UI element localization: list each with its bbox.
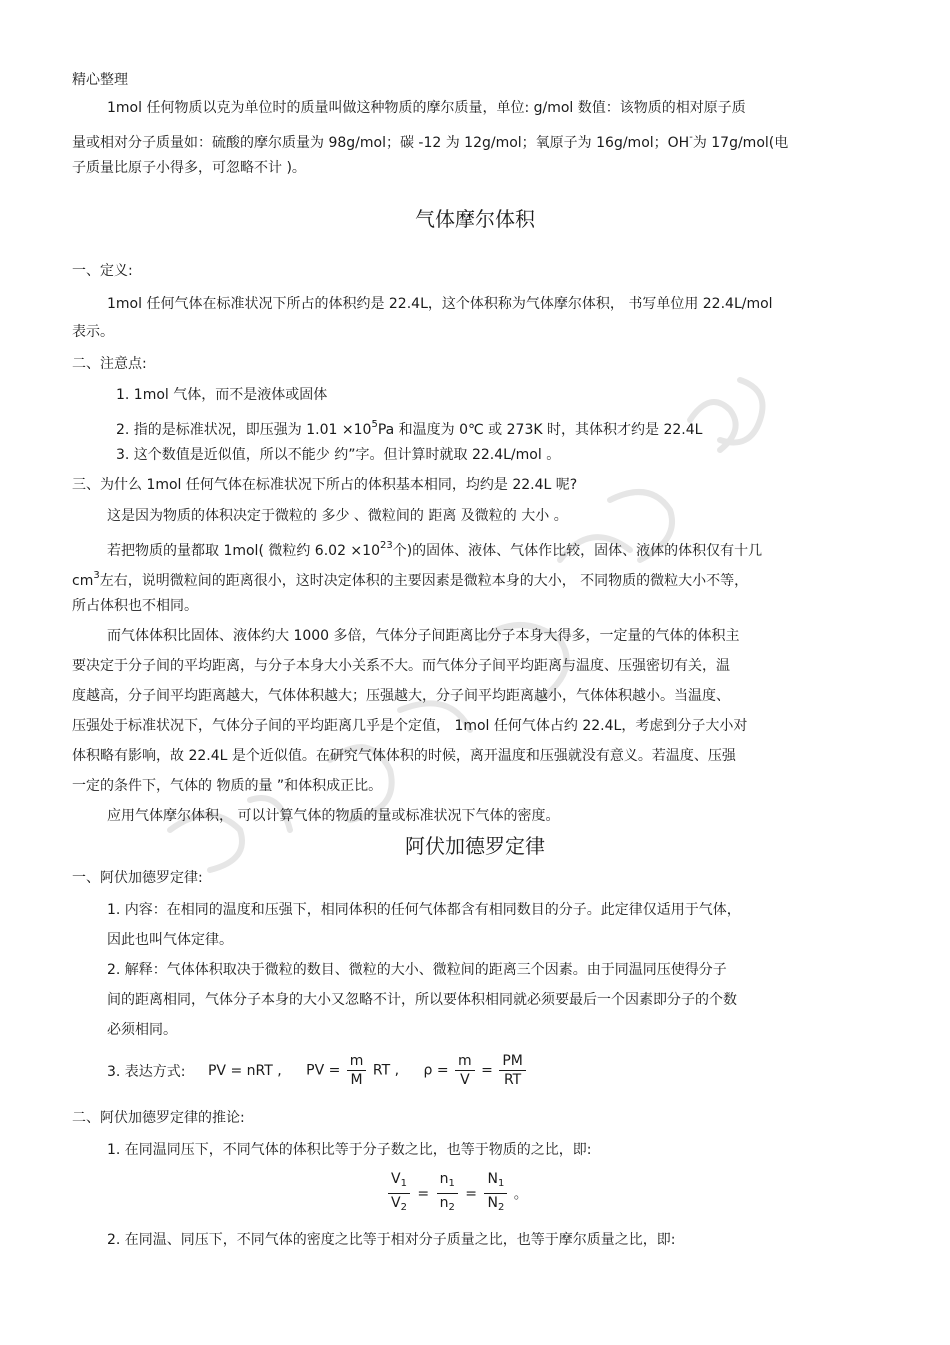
law-heading: 一、阿伏加德罗定律: bbox=[72, 870, 203, 886]
expression-label: 3. 表达方式: bbox=[107, 1063, 186, 1080]
intro-line-1: 1mol 任何物质以克为单位时的质量叫做这种物质的摩尔质量，单位: g/mol 数值：该物质的相对原子质 bbox=[107, 100, 746, 116]
equation-density: ρ = $\frac{m}{V}$ = $\frac{PM}{RT}$ bbox=[424, 1052, 528, 1089]
note-2: 2. 指的是标准状况，即压强为 $1.01 \times 10^5Pa$ 和温度为 0℃ 或 273K 时，其体积才约是 22.4L bbox=[116, 419, 703, 438]
gas-line-3: 度越高，分子间平均距离越大，气体体积越大；压强越大，分子间平均距离越小，气体体积越小。当温度、 bbox=[72, 688, 730, 704]
law-item-3-expression bbox=[107, 1052, 528, 1089]
why-line-1: 这是因为物质的体积决定于微粒的 多少 、微粒间的 距离 及微粒的 大小 。 bbox=[107, 508, 568, 524]
law-item-1-line-2: 因此也叫气体定律。 bbox=[107, 932, 233, 948]
section-title-avogadro: 阿伏加德罗定律 bbox=[405, 834, 545, 858]
note-3: 3. 这个数值是近似值，所以不能少 约”字。但计算时就取 22.4L/mol 。 bbox=[116, 447, 561, 463]
law-item-2-line-1: 2. 解释：气体体积取决于微粒的数目、微粒的大小、微粒间的距离三个因素。由于同温同压使得分子 bbox=[107, 962, 727, 978]
definition-line-1: 1mol 任何气体在标准状况下所占的体积约是 22.4L，这个体积称为气体摩尔体积， 书写单位用 22.4L/mol bbox=[107, 296, 773, 312]
why-line-2: 若把物质的量都取 1mol( 微粒约 $6.02 \times 10^{23}$个)的固体、液体、气体作比较，固体、液体的体积仅有十几 bbox=[107, 540, 763, 559]
law-item-1-line-1: 1. 内容：在相同的温度和压强下，相同体积的任何气体都含有相同数目的分子。此定律仅适用于气体， bbox=[107, 902, 741, 918]
why-heading: 三、为什么 1mol 任何气体在标准状况下所占的体积基本相同，均约是 22.4L 呢? bbox=[72, 477, 578, 493]
definition-line-2: 表示。 bbox=[72, 324, 114, 340]
gas-line-6: 一定的条件下，气体的 物质的量 ”和体积成正比。 bbox=[72, 778, 383, 794]
intro-line-3: 子质量比原子小得多，可忽略不计 )。 bbox=[72, 160, 306, 176]
intro-line-2: 量或相对分子质量如：硫酸的摩尔质量为 98g/mol；碳 -12 为 12g/mol；氧原子为 16g/mol；OH-为 17g/mol(电 bbox=[72, 132, 789, 151]
corollary-1: 1. 在同温同压下，不同气体的体积比等于分子数之比，也等于物质的之比，即: bbox=[107, 1142, 592, 1158]
gas-line-5: 体积略有影响，故 22.4L 是个近似值。在研究气体体积的时候，离开温度和压强就没有意义。若温度、压强 bbox=[72, 748, 736, 764]
corollary-2: 2. 在同温、同压下，不同气体的密度之比等于相对分子质量之比，也等于摩尔质量之比，即: bbox=[107, 1232, 676, 1248]
gas-line-1: 而气体体积比固体、液体约大 1000 多倍，气体分子间距离比分子本身大得多，一定量的气体的体积主 bbox=[107, 628, 740, 644]
definition-heading: 一、定义: bbox=[72, 263, 133, 279]
equation-pv-nrt: PV = nRT , bbox=[207, 1062, 282, 1079]
gas-line-2: 要决定于分子间的平均距离，与分子本身大小关系不大。而气体分子间平均距离与温度、压强密切有关，温 bbox=[72, 658, 730, 674]
notes-heading: 二、注意点: bbox=[72, 356, 147, 372]
law-item-2-line-2: 间的距离相同，气体分子本身的大小又忽略不计，所以要体积相同就必须要最后一个因素即分子的个数 bbox=[107, 992, 737, 1008]
gas-line-4: 压强处于标准状况下，气体分子间的平均距离几乎是个定值， 1mol 任何气体占约 22.4L，考虑到分子大小对 bbox=[72, 718, 748, 734]
note-1: 1. 1mol 气体，而不是液体或固体 bbox=[116, 387, 328, 403]
law-item-2-line-3: 必须相同。 bbox=[107, 1022, 177, 1038]
corollary-heading: 二、阿伏加德罗定律的推论: bbox=[72, 1110, 245, 1126]
header-label: 精心整理 bbox=[72, 72, 128, 88]
section-title-molar-volume: 气体摩尔体积 bbox=[415, 207, 535, 231]
why-line-3: $cm^3$左右，说明微粒间的距离很小，这时决定体积的主要因素是微粒本身的大小， 不同物质的微粒大小不等， bbox=[72, 570, 749, 589]
corollary-1-equation: $\frac{V_1}{V_2}$ = $\frac{n_1}{n_2}$ = $\frac{N_1}{N_2}$ 。 bbox=[386, 1170, 528, 1217]
equation-pv-mrt: PV = $\frac{m}{M}$ RT , bbox=[306, 1053, 400, 1088]
why-line-4: 所占体积也不相同。 bbox=[72, 598, 198, 614]
apply-line: 应用气体摩尔体积， 可以计算气体的物质的量或标准状况下气体的密度。 bbox=[107, 808, 560, 824]
